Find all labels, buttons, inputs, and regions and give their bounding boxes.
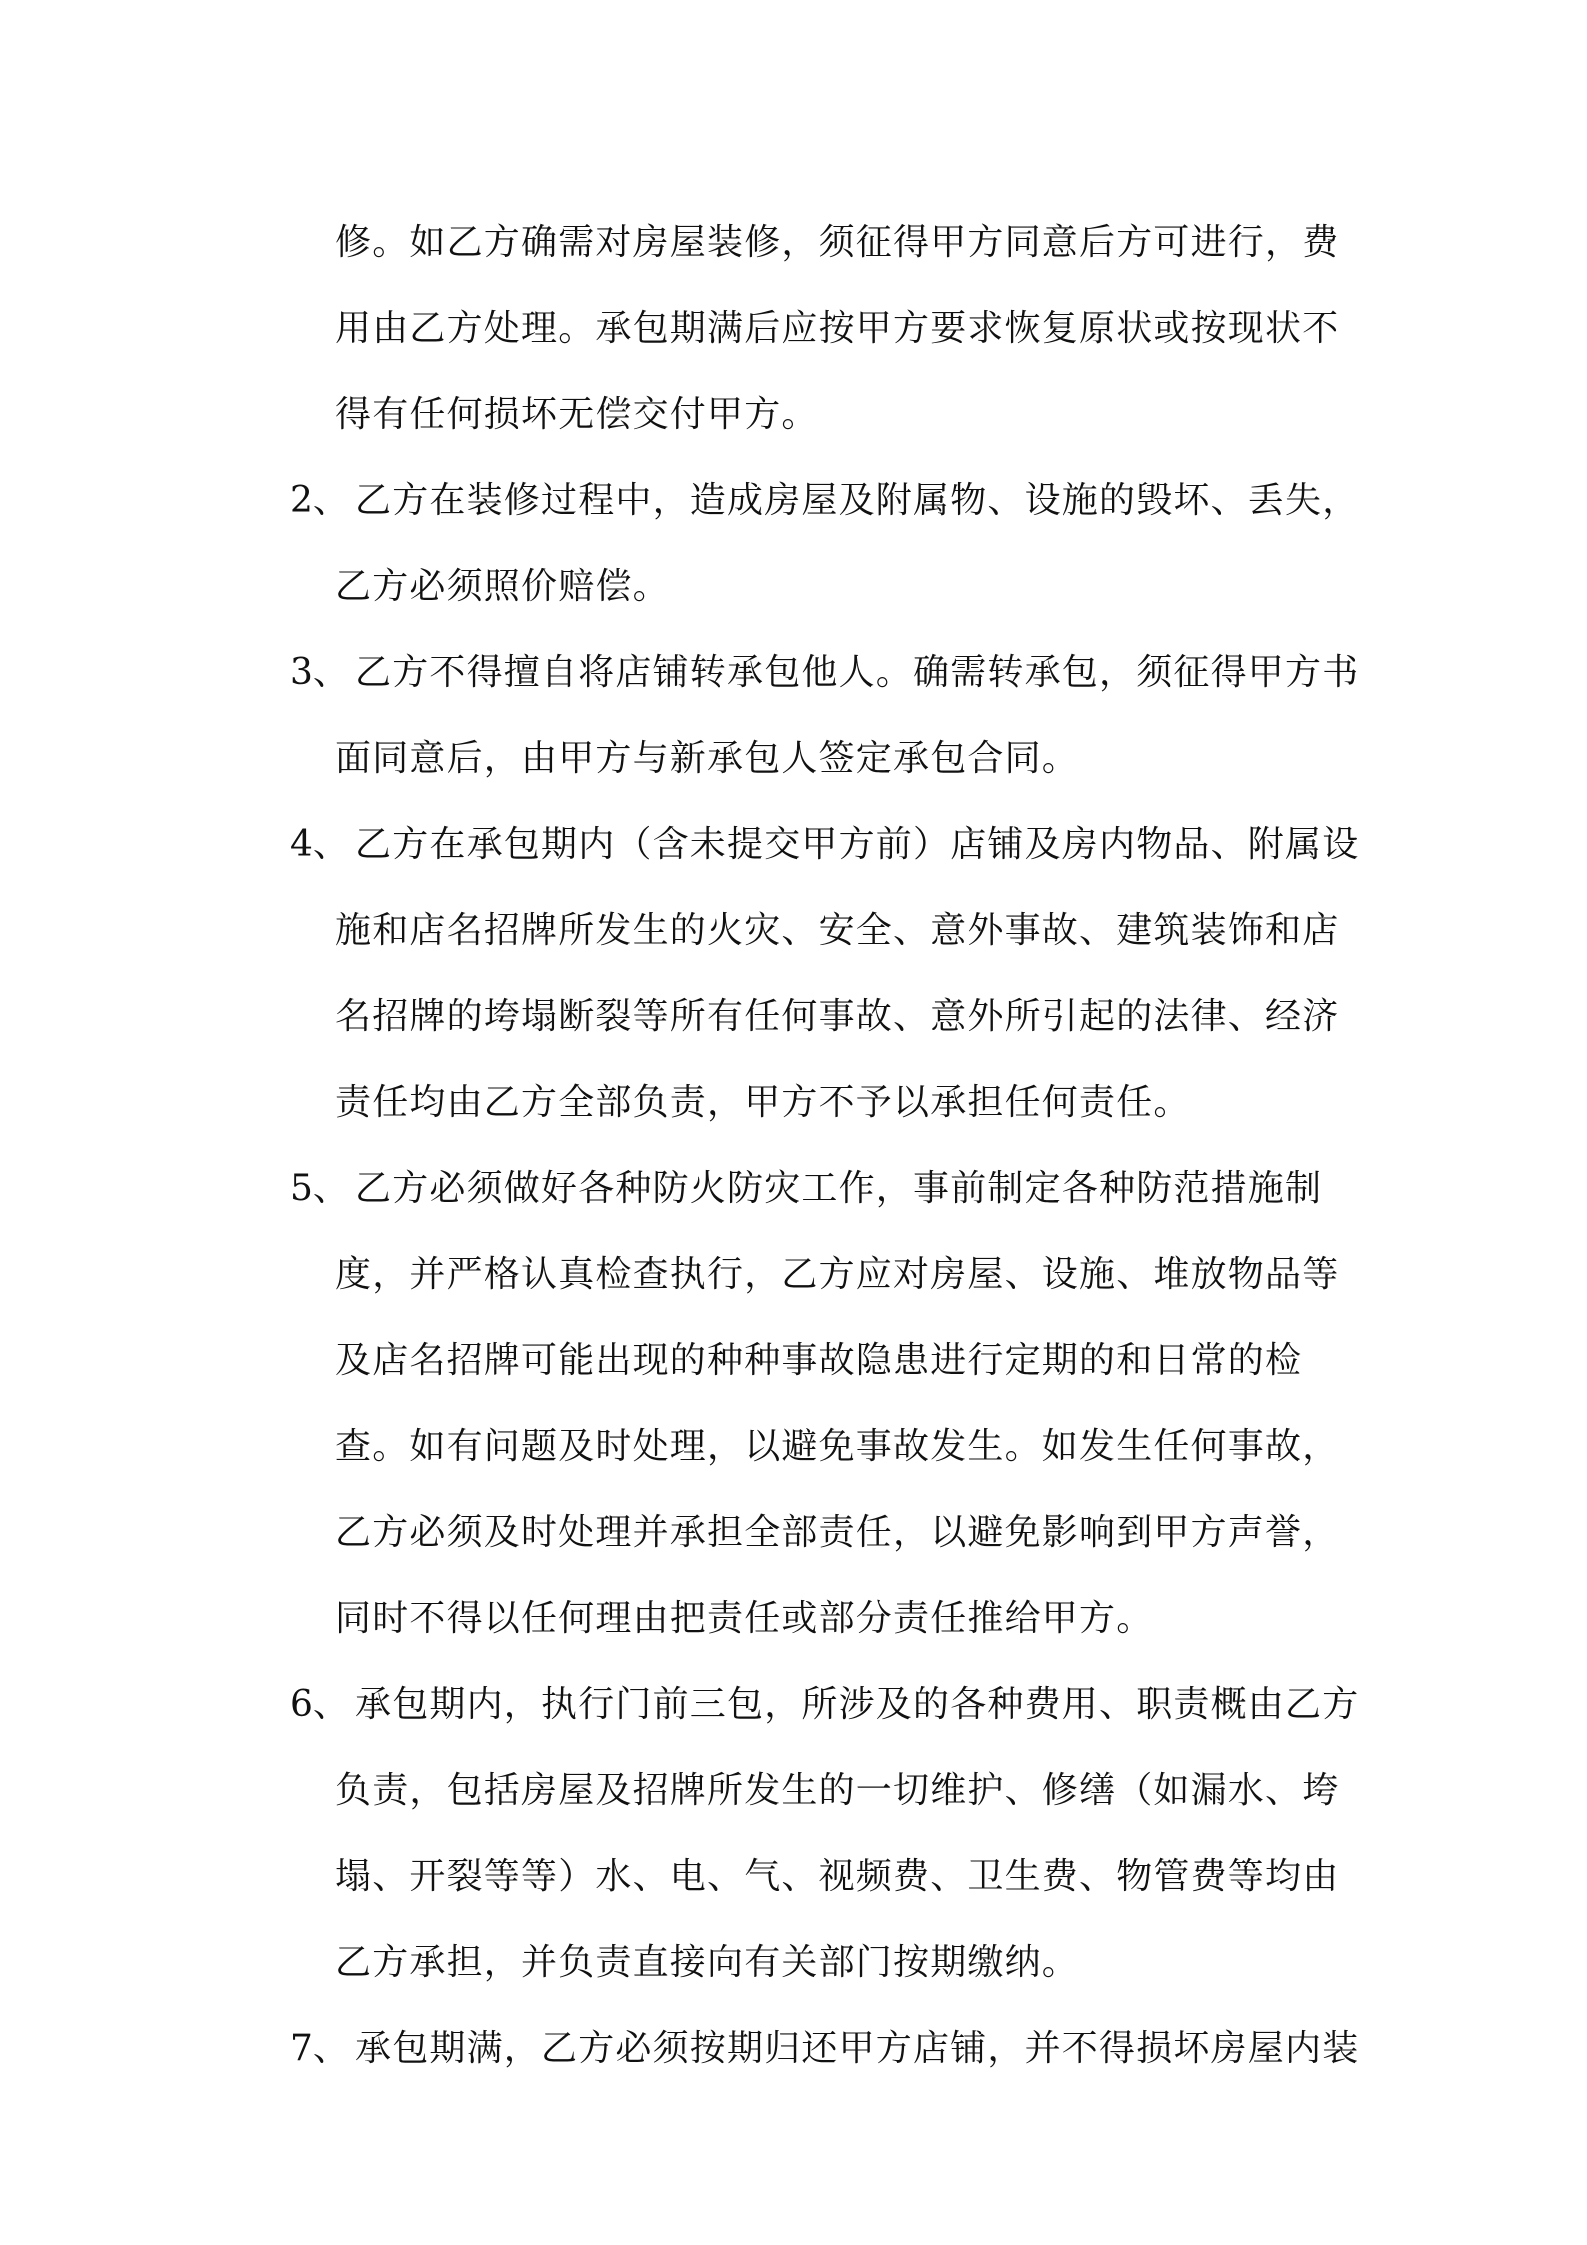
line-text: 承包期满，乙方必须按期归还甲方店铺，并不得损坏房屋内装 [355,2028,1360,2069]
paragraph-line [290,1232,1350,1318]
paragraph-line [290,974,1350,1060]
paragraph-line [290,1748,1350,1834]
paragraph-line [290,1404,1350,1490]
line-text: 名招牌的垮塌断裂等所有任何事故、意外所引起的法律、经济 [335,996,1340,1037]
list-item-number: 3、 [290,652,349,693]
line-text: 乙方承担，并负责直接向有关部门按期缴纳。 [335,1942,1080,1983]
line-text: 责任均由乙方全部负责，甲方不予以承担任何责任。 [335,1082,1191,1123]
line-text: 施和店名招牌所发生的火灾、安全、意外事故、建筑装饰和店 [335,910,1340,951]
list-item-start-line [290,2006,1360,2092]
line-text: 得有任何损坏无偿交付甲方。 [335,394,819,435]
list-item-number: 7、 [290,2028,349,2069]
paragraph-line [290,286,1350,372]
paragraph-line [290,1576,1350,1662]
line-text: 乙方不得擅自将店铺转承包他人。确需转承包，须征得甲方书 [355,652,1360,693]
list-item-start-line [290,630,1360,716]
list-item-start-line [290,802,1360,888]
document-body [290,200,1360,2092]
paragraph-line [290,1060,1350,1146]
list-item-start-line [290,458,1360,544]
list-item-number: 5、 [290,1168,349,1209]
list-item-number: 6、 [290,1684,349,1725]
line-text: 乙方必须及时处理并承担全部责任，以避免影响到甲方声誉， [335,1512,1340,1553]
paragraph-line [290,372,1350,458]
line-text: 承包期内，执行门前三包，所涉及的各种费用、职责概由乙方 [355,1684,1360,1725]
paragraph-line [290,1490,1350,1576]
paragraph-line [290,544,1350,630]
list-item-start-line [290,1146,1350,1232]
line-text: 修。如乙方确需对房屋装修，须征得甲方同意后方可进行，费 [335,222,1340,263]
paragraph-line [290,1834,1350,1920]
line-text: 用由乙方处理。承包期满后应按甲方要求恢复原状或按现状不 [335,308,1340,349]
line-text: 负责，包括房屋及招牌所发生的一切维护、修缮（如漏水、垮 [335,1770,1340,1811]
paragraph-line [290,200,1350,286]
line-text: 及店名招牌可能出现的种种事故隐患进行定期的和日常的检 [335,1340,1303,1381]
line-text: 查。如有问题及时处理，以避免事故发生。如发生任何事故， [335,1426,1340,1467]
line-text: 乙方必须做好各种防火防灾工作，事前制定各种防范措施制 [355,1168,1323,1209]
list-item-number: 4、 [290,824,349,865]
line-text: 乙方在承包期内（含未提交甲方前）店铺及房内物品、附属设 [355,824,1360,865]
line-text: 度，并严格认真检查执行，乙方应对房屋、设施、堆放物品等 [335,1254,1340,1295]
paragraph-line [290,1920,1350,2006]
paragraph-line [290,888,1350,974]
line-text: 塌、开裂等等）水、电、气、视频费、卫生费、物管费等均由 [335,1856,1340,1897]
list-item-number: 2、 [290,480,349,521]
line-text: 乙方必须照价赔偿。 [335,566,670,607]
line-text: 乙方在装修过程中，造成房屋及附属物、设施的毁坏、丢失， [355,480,1360,521]
line-text: 同时不得以任何理由把责任或部分责任推给甲方。 [335,1598,1154,1639]
list-item-start-line [290,1662,1360,1748]
paragraph-line [290,1318,1350,1404]
paragraph-line [290,716,1350,802]
line-text: 面同意后，由甲方与新承包人签定承包合同。 [335,738,1080,779]
